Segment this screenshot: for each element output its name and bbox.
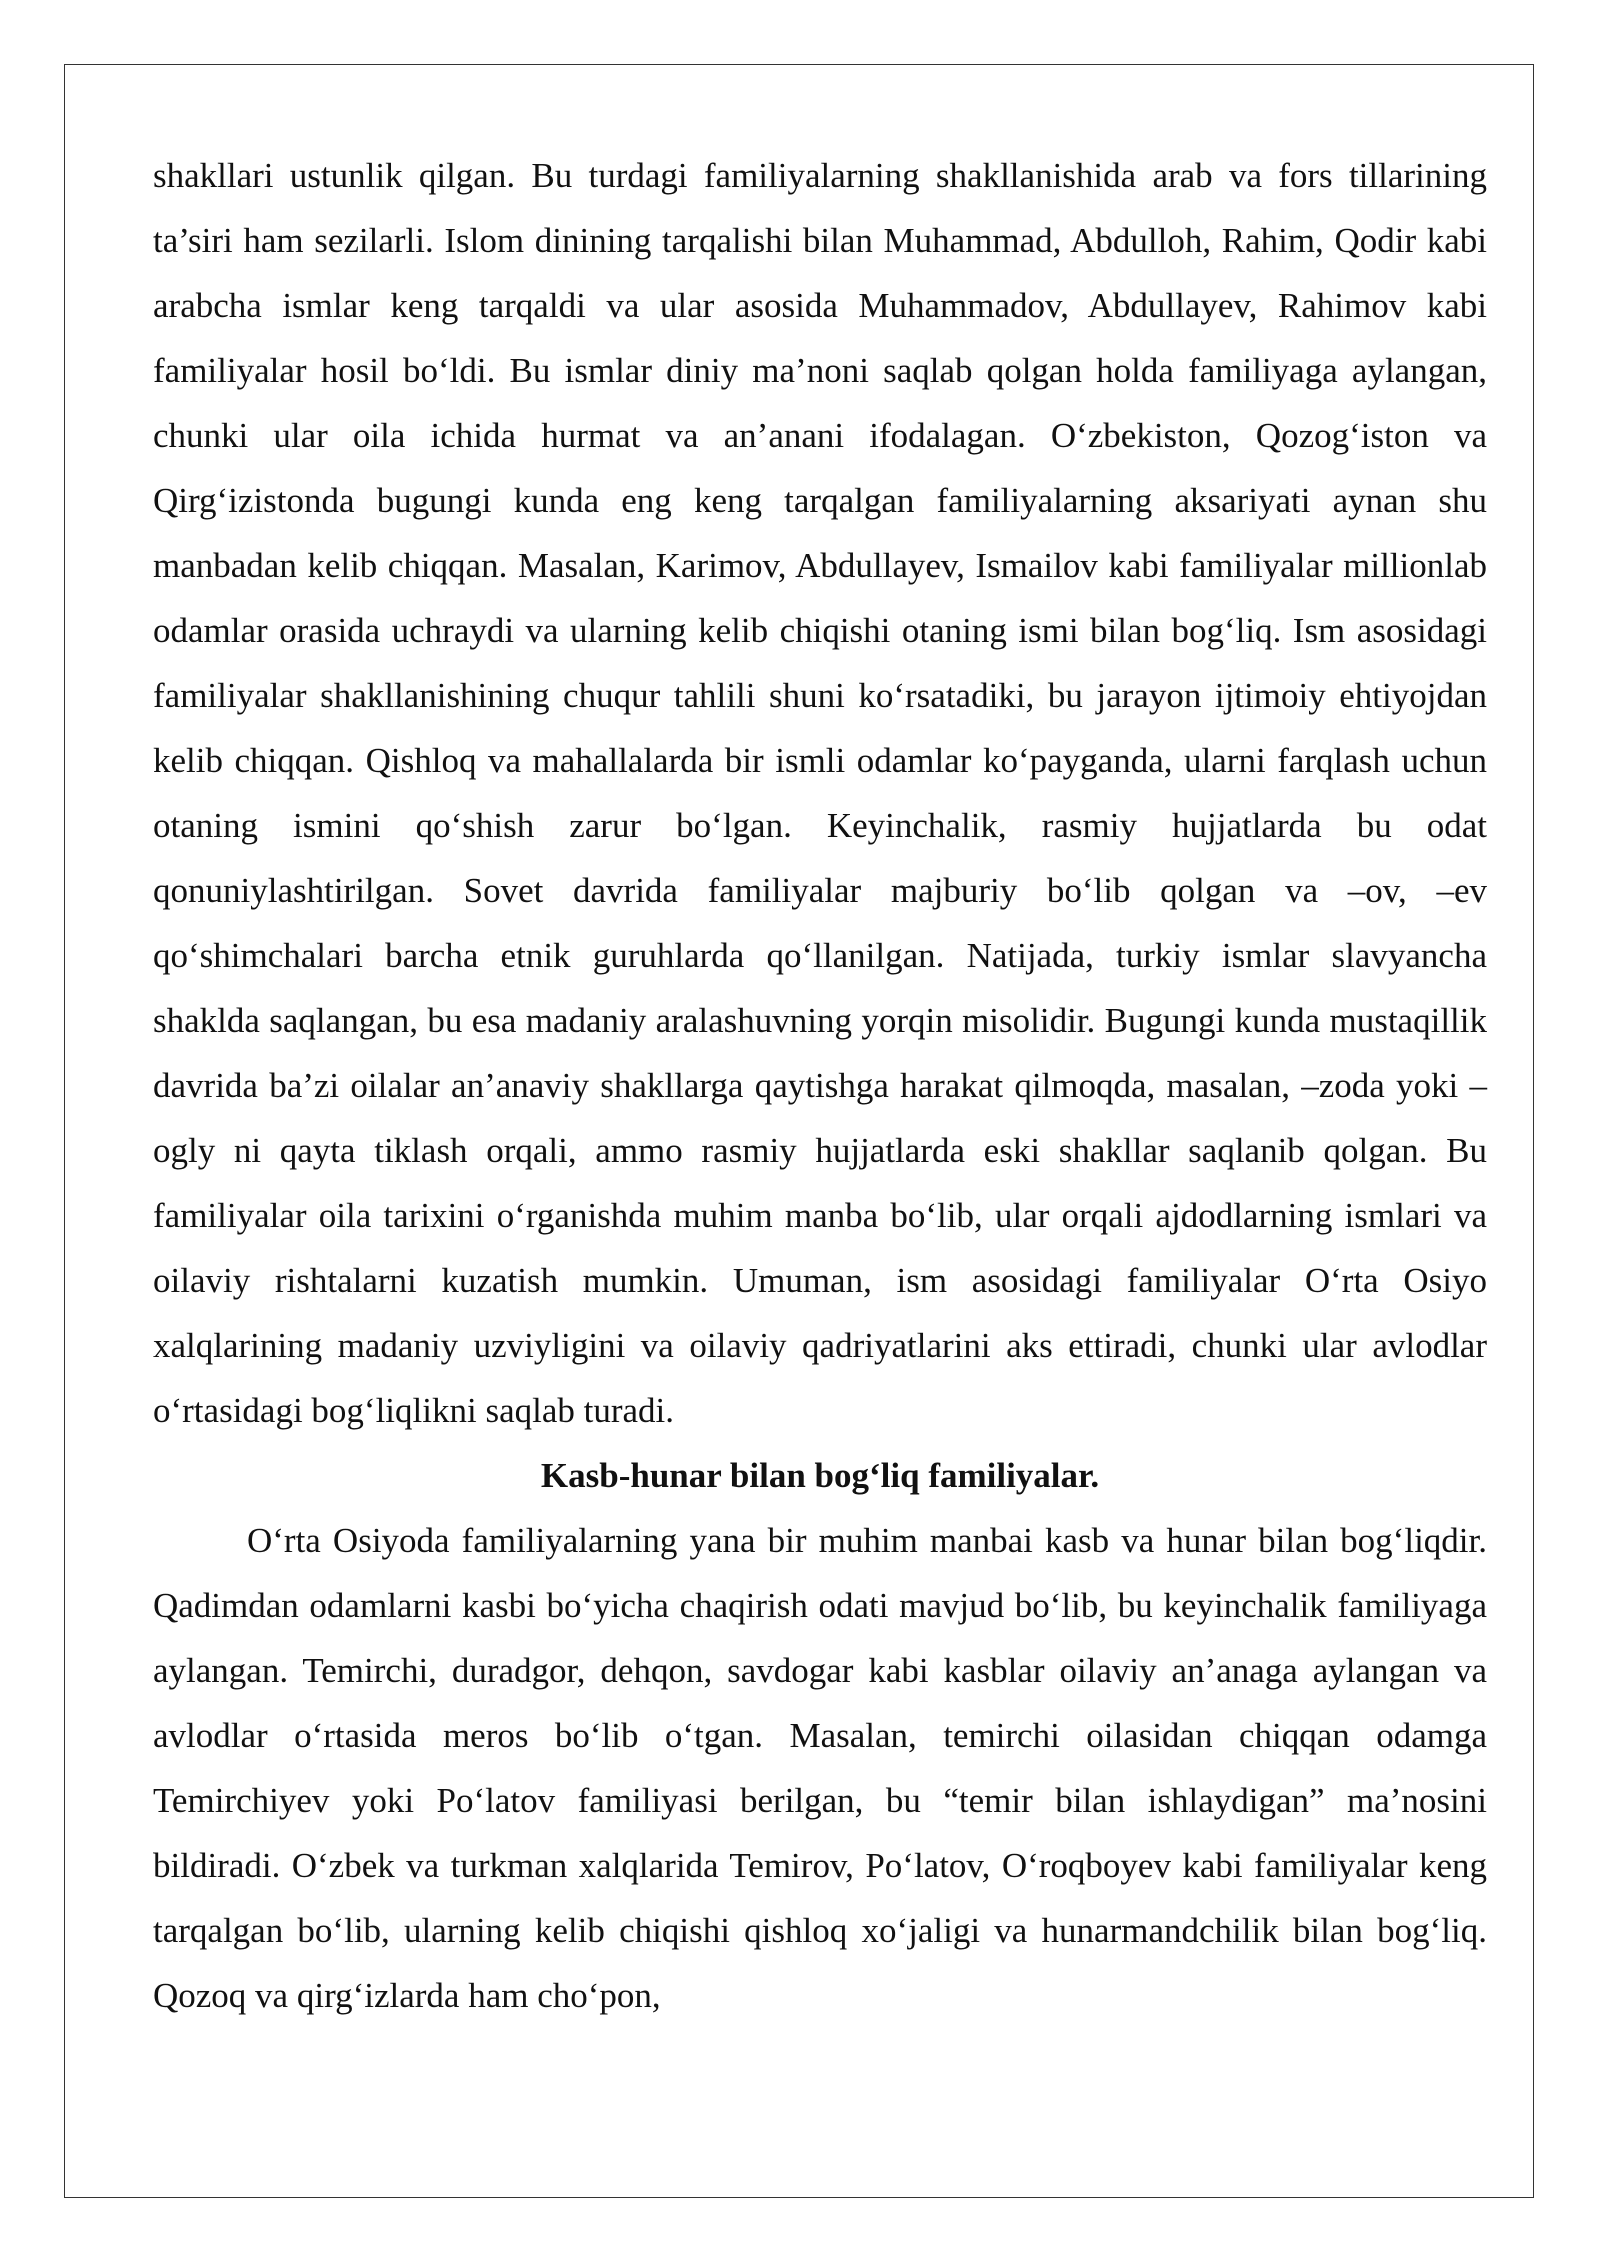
body-paragraph: O‘rta Osiyoda familiyalarning yana bir muhim manbai kasb va hunar bilan bog‘liqdir. Qadimdan odamlarni kasbi bo‘yicha chaqirish odati mavjud bo‘lib, bu keyinchalik familiyaga aylangan. Temirchi, duradgor, dehqon, savdogar kabi kasblar oilaviy an’anaga aylangan va avlodlar o‘rtasida meros bo‘lib o‘tgan. Masalan, temirchi oilasidan chiqqan odamga Temirchiyev yoki Po‘latov familiyasi berilgan, bu “temir bilan ishlaydigan” ma’nosini bildiradi. O‘zbek va turkman xalqlarida Temirov, Po‘latov, O‘roqboyev kabi familiyalar keng tarqalgan bo‘lib, ularning kelib chiqishi qishloq xo‘jaligi va hunarmandchilik bilan bog‘liq. Qozoq va qirg‘izlarda ham cho‘pon, — [153, 1521, 1487, 2015]
section-heading: Kasb-hunar bilan bog‘liq familiyalar. — [540, 1456, 1100, 1495]
document-body — [153, 143, 1487, 2028]
body-paragraph: shakllari ustunlik qilgan. Bu turdagi familiyalarning shakllanishida arab va fors tillarining ta’siri ham sezilarli. Islom dinining tarqalishi bilan Muhammad, Abdulloh, Rahim, Qodir kabi arabcha ismlar keng tarqaldi va ular asosida Muhammadov, Abdullayev, Rahimov kabi familiyalar hosil bo‘ldi. Bu ismlar diniy ma’noni saqlab qolgan holda familiyaga aylangan, chunki ular oila ichida hurmat va an’anani ifodalagan. O‘zbekiston, Qozog‘iston va Qirg‘izistonda bugungi kunda eng keng tarqalgan familiyalarning aksariyati aynan shu manbadan kelib chiqqan. Masalan, Karimov, Abdullayev, Ismailov kabi familiyalar millionlab odamlar orasida uchraydi va ularning kelib chiqishi otaning ismi bilan bog‘liq. Ism asosidagi familiyalar shakllanishining chuqur tahlili shuni ko‘rsatadiki, bu jarayon ijtimoiy ehtiyojdan kelib chiqqan. Qishloq va mahallalarda bir ismli odamlar ko‘payganda, ularni farqlash uchun otaning ismini qo‘shish zarur bo‘lgan. Keyinchalik, rasmiy hujjatlarda bu odat qonuniylashtirilgan. Sovet davrida familiyalar majburiy bo‘lib qolgan va –ov, –ev qo‘shimchalari barcha etnik guruhlarda qo‘llanilgan. Natijada, turkiy ismlar slavyancha shaklda saqlangan, bu esa madaniy aralashuvning yorqin misolidir. Bugungi kunda mustaqillik davrida ba’zi oilalar an’anaviy shakllarga qaytishga harakat qilmoqda, masalan, –zoda yoki –ogly ni qayta tiklash orqali, ammo rasmiy hujjatlarda eski shakllar saqlanib qolgan. Bu familiyalar oila tarixini o‘rganishda muhim manba bo‘lib, ular orqali ajdodlarning ismlari va oilaviy rishtalarni kuzatish mumkin. Umuman, ism asosidagi familiyalar O‘rta Osiyo xalqlarining madaniy uzviyligini va oilaviy qadriyatlarini aks ettiradi, chunki ular avlodlar o‘rtasidagi bog‘liqlikni saqlab turadi. — [153, 156, 1487, 1430]
